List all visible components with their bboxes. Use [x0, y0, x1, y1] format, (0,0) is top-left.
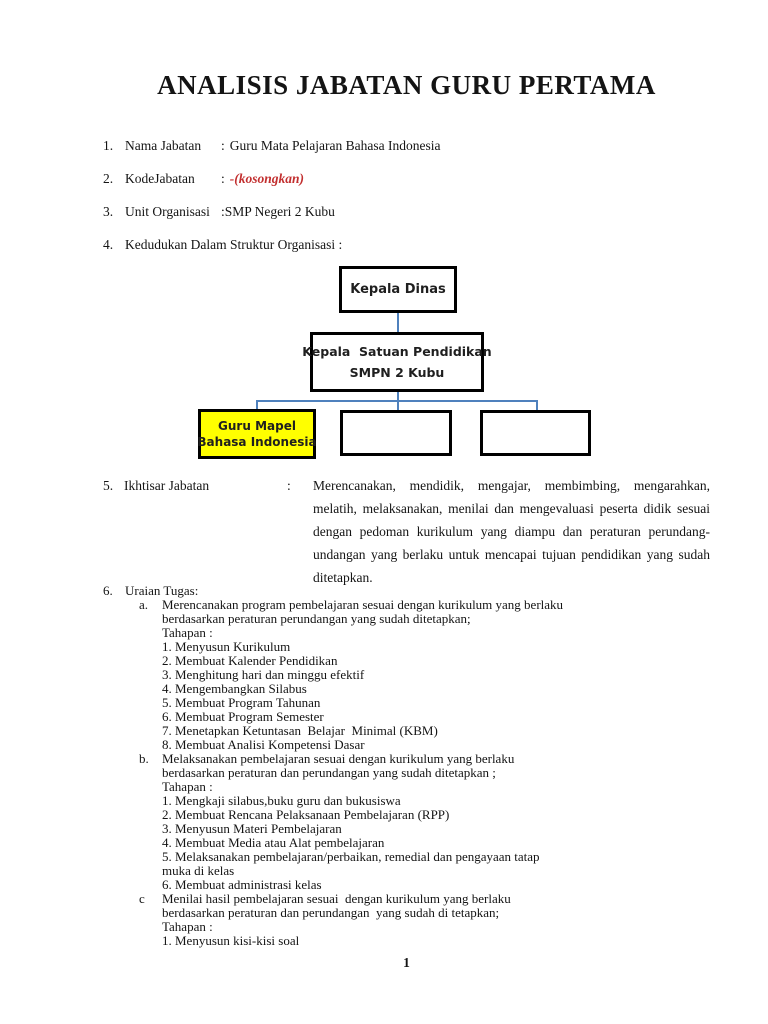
org-chart	[0, 0, 768, 480]
task-step: 2. Membuat Rencana Pelaksanaan Pembelajaran (RPP)	[162, 807, 450, 822]
task-b	[139, 752, 723, 892]
field-separator: :	[221, 138, 225, 153]
field-number: 4.	[103, 237, 114, 252]
task-steps	[162, 794, 567, 892]
org-chart-connector	[397, 313, 399, 332]
task-step: 3. Menghitung hari dan minggu efektif	[162, 667, 365, 682]
org-chart-connector	[256, 400, 258, 409]
page-title: ANALISIS JABATAN GURU PERTAMA	[157, 70, 656, 100]
org-chart-box-label: Guru Mapel	[218, 419, 296, 433]
task-description: Menilai hasil pembelajaran sesuai dengan kurikulum yang berlaku berdasarkan peraturan dan perundangan yang sudah di tetapkan;	[162, 891, 514, 920]
task-content	[162, 752, 567, 892]
task-step: 4. Mengembangkan Silabus	[162, 681, 307, 696]
org-chart-connector	[397, 400, 399, 410]
task-c	[139, 892, 723, 948]
section-number: 6.	[103, 583, 113, 598]
section-separator: :	[287, 478, 291, 493]
task-content	[162, 598, 567, 752]
org-chart-connector	[397, 392, 399, 400]
field-label: Nama Jabatan	[125, 138, 202, 153]
field-value: Guru Mata Pelajaran Bahasa Indonesia	[229, 138, 441, 153]
org-chart-empty-box	[340, 410, 452, 456]
task-step: 1. Menyusun Kurikulum	[162, 639, 291, 654]
org-chart-connector	[536, 400, 538, 410]
uraian-header	[103, 584, 723, 598]
task-description: Merencanakan program pembelajaran sesuai dengan kurikulum yang berlaku berdasarkan peraturan perundangan yang sudah ditetapkan;	[162, 597, 567, 626]
org-chart-box-label: Kepala Satuan Pendidikan	[302, 344, 492, 359]
task-step: 5. Melaksanakan pembelajaran/perbaikan, remedial dan pengayaan tatap muka di kelas	[162, 849, 543, 878]
task-letter: a.	[139, 597, 149, 612]
task-step: 2. Membuat Kalender Pendidikan	[162, 653, 338, 668]
task-step: 8. Membuat Analisi Kompetensi Dasar	[162, 737, 365, 752]
field-separator: :	[221, 171, 225, 186]
task-description: Melaksanakan pembelajaran sesuai dengan kurikulum yang berlaku berdasarkan peraturan dan perundangan yang sudah ditetapkan ;	[162, 751, 518, 780]
org-chart-box-guru-mapel	[198, 409, 316, 459]
task-letter: c	[139, 891, 145, 906]
field-label: Unit Organisasi	[125, 204, 210, 219]
task-step: 1. Menyusun kisi-kisi soal	[162, 933, 300, 948]
task-steps	[162, 640, 567, 752]
task-letter: b.	[139, 751, 149, 766]
field-number: 1.	[103, 138, 114, 153]
task-step: 1. Mengkaji silabus,buku guru dan bukusiswa	[162, 793, 401, 808]
org-chart-box-label: Kepala Dinas	[350, 282, 446, 297]
section-uraian-tugas	[103, 584, 723, 948]
task-step: 6. Membuat administrasi kelas	[162, 877, 322, 892]
field-number: 2.	[103, 171, 114, 186]
org-chart-box-label: Bahasa Indonesia	[197, 435, 317, 449]
tahapan-label: Tahapan :	[162, 919, 213, 934]
field-label: KodeJabatan	[125, 171, 195, 186]
section-ikhtisar-jabatan	[103, 474, 723, 589]
task-step: 7. Menetapkan Ketuntasan Belajar Minimal (KBM)	[162, 723, 438, 738]
tahapan-label: Tahapan :	[162, 779, 213, 794]
field-label: Kedudukan Dalam Struktur Organisasi :	[125, 237, 343, 252]
task-steps	[162, 934, 567, 948]
task-step: 3. Menyusun Materi Pembelajaran	[162, 821, 342, 836]
task-content	[162, 892, 567, 948]
task-a	[139, 598, 723, 752]
section-label: Uraian Tugas:	[125, 583, 199, 598]
section-label: Ikhtisar Jabatan	[124, 478, 210, 493]
field-value-kosongkan: -(kosongkan)	[229, 171, 305, 186]
ikhtisar-paragraph: Merencanakan, mendidik, mengajar, membimbing, mengarahkan, melatih, melaksanakan, menilai dan mengevaluasi peserta didik sesuai dengan pedoman kurikulum yang diampu dan peraturan perundang-undangan yang berlaku untuk mencapai tujuan pendidikan yang sudah ditetapkan.	[313, 478, 710, 585]
org-chart-box-label: SMPN 2 Kubu	[349, 365, 445, 380]
page-number: 1	[403, 955, 410, 970]
section-number: 5.	[103, 478, 114, 493]
field-number: 3.	[103, 204, 114, 219]
task-step: 4. Membuat Media atau Alat pembelajaran	[162, 835, 385, 850]
field-separator: :	[221, 204, 225, 219]
field-value: SMP Negeri 2 Kubu	[224, 204, 335, 219]
task-step: 6. Membuat Program Semester	[162, 709, 324, 724]
tahapan-label: Tahapan :	[162, 625, 213, 640]
org-chart-box-kepala-dinas	[339, 266, 457, 313]
org-chart-empty-box	[480, 410, 591, 456]
task-step: 5. Membuat Program Tahunan	[162, 695, 321, 710]
org-chart-box-kepala-satuan	[302, 332, 492, 392]
